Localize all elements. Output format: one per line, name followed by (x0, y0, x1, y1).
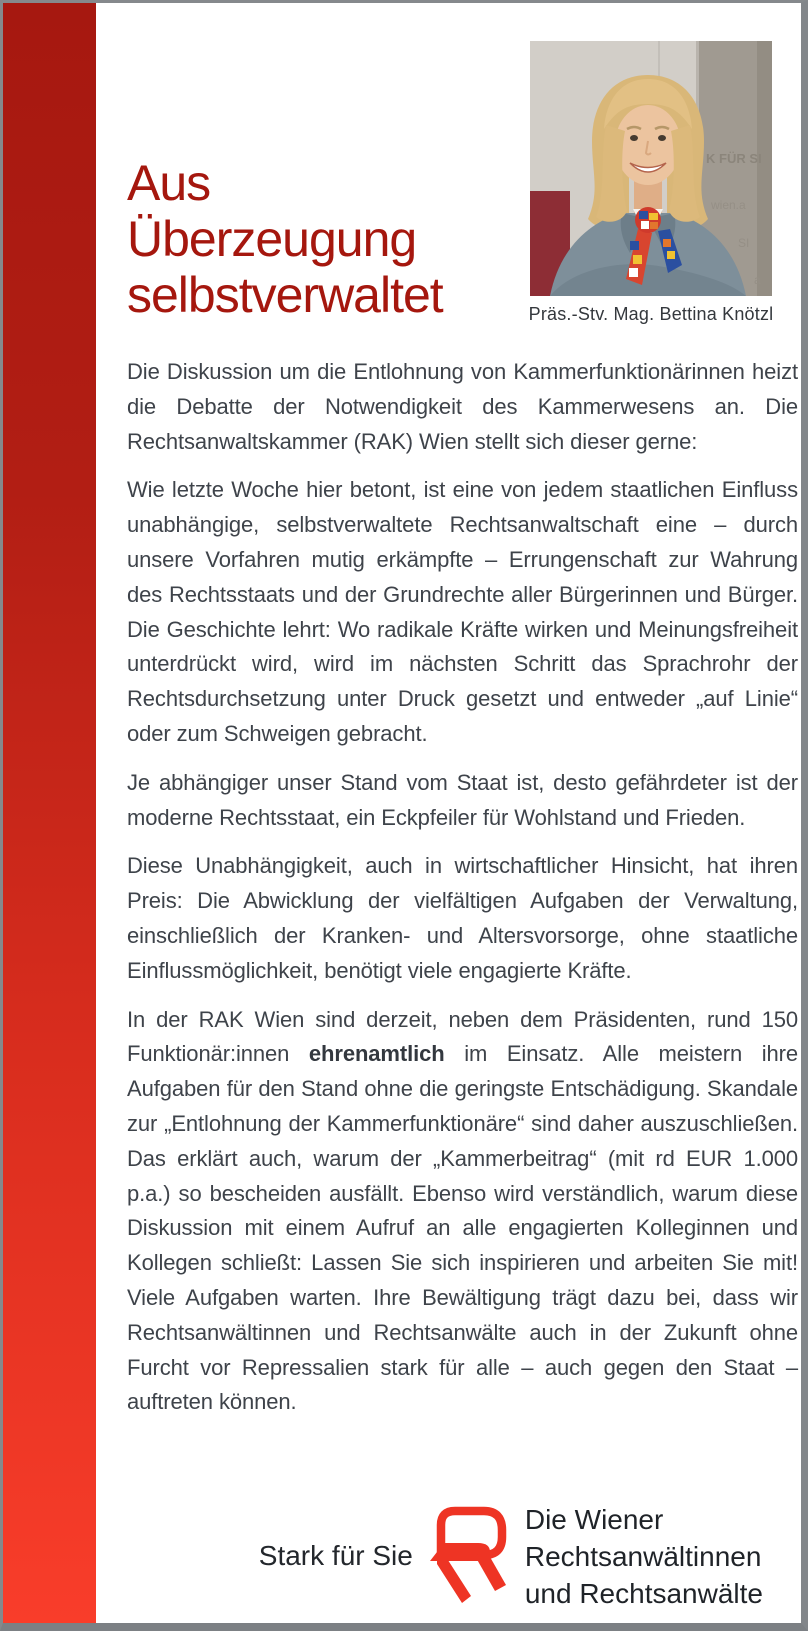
paragraph-3: Je abhängiger unser Stand vom Staat ist, desto gefährdeter ist der moderne Rechtsstaat, ein Eckpfeiler für Wohlstand und Frieden. (127, 769, 798, 830)
paragraph-5-bold: ehrenamtlich (308, 1041, 445, 1067)
footer-tagline: Stark für Sie (258, 1540, 413, 1571)
org-line-1: Die Wiener (524, 1503, 664, 1535)
portrait-photo (530, 41, 772, 296)
red-gradient-stripe (3, 3, 96, 1623)
paragraph-1: Die Diskussion um die Entlohnung von Kammerfunktionärinnen heizt die Debatte der Notwendigkeit des Kammerwesens an. Die Rechtsanwaltskammer (RAK) Wien stellt sich dieser gerne: (127, 359, 798, 454)
photo-wall-text: a (754, 273, 761, 287)
paragraph-5 (127, 1003, 798, 1421)
paragraph-2: Wie letzte Woche hier betont, ist eine von jedem staatlichen Einfluss unabhängige, selbstverwaltete Rechtsanwaltschaft eine – durch unsere Vorfahren mutig erkämpfte – Errungenschaft zur Wahrung des Rechtsstaats und der Grundrechte aller Bürgerinnen und Bürger. Die Geschichte lehrt: Wo radikale Kräfte wirken und Meinungsfreiheit unterdrückt wird, wird im nächsten Schritt das Sprachrohr der Rechtsdurchsetzung unter Druck gesetzt und entweder „auf Linie“ oder zum Schweigen gebracht. (127, 477, 798, 746)
photo-wall-text: K FÜR SI (706, 151, 762, 166)
footer-brand-block (259, 1499, 763, 1613)
rak-wien-r-logo-icon (426, 1499, 512, 1613)
title-line-2: Überzeugung (127, 211, 417, 267)
page-title (127, 155, 443, 323)
paragraph-5-end: im Einsatz. Alle meistern ihre Aufgaben für den Stand ohne die geringste Entschädigung. Skandale zur „Entlohnung der Kammerfunktionäre“ sind daher auszuschließen. Das erklärt auch, warum der „Kammerbeitrag“ (mit rd EUR 1.000 p.a.) so bescheiden ausfällt. Ebenso wird verständlich, warum diese Diskussion mit einem Aufruf an alle engagierten Kolleginnen und Kollegen schließt: Lassen Sie sich inspirieren und arbeiten Sie mit! Viele Aufgaben warten. Ihre Bewältigung trägt dazu bei, dass wir Rechtsanwältinnen und Rechtsanwälte auch in der Zukunft ohne Furcht vor Repressalien stark für alle – auch gegen den Staat – auftreten können. (127, 1041, 799, 1415)
title-line-1: Aus (127, 155, 211, 211)
portrait-photo-illustration (530, 41, 772, 296)
footer-organization-name (525, 1501, 763, 1612)
org-line-3: und Rechtsanwälte (524, 1577, 763, 1609)
photo-wall-text: SI (738, 236, 750, 250)
paragraph-4: Diese Unabhängigkeit, auch in wirtschaftlicher Hinsicht, hat ihren Preis: Die Abwicklung der vielfältigen Aufgaben der Verwaltung, einschließlich der Kranken- und Altersvorsorge, ohne staatliche Einflussmöglichkeit, benötigt viele engagierte Kräfte. (127, 853, 798, 983)
org-line-2: Rechtsanwältinnen (524, 1540, 762, 1572)
title-line-3: selbstverwaltet (127, 267, 443, 323)
article-body (127, 355, 798, 1434)
paragraph-5-start: In der RAK Wien sind derzeit, neben dem Präsidenten, rund 150 Funktionär:innen (127, 1006, 798, 1067)
photo-caption: Präs.-Stv. Mag. Bettina Knötzl (528, 304, 774, 324)
photo-wall-text: wien.a (711, 198, 746, 212)
